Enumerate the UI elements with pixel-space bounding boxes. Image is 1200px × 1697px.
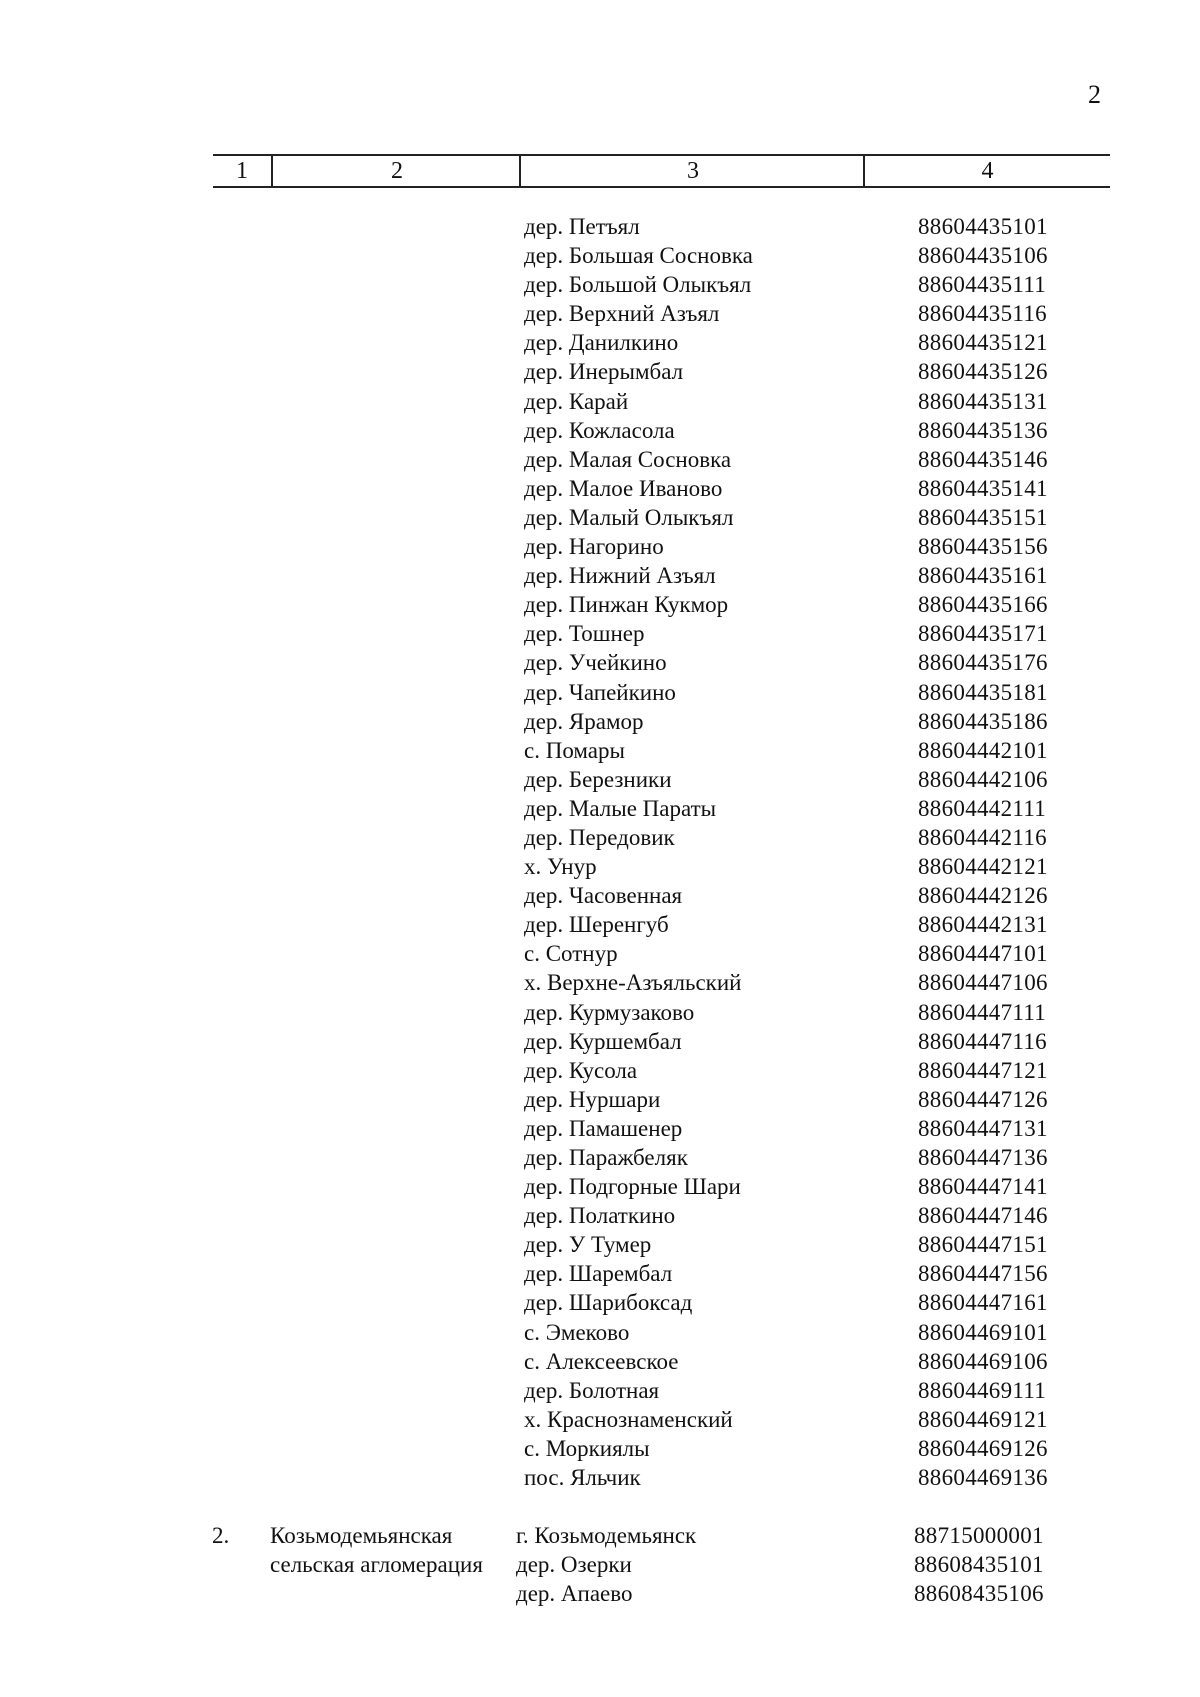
oktmo-code: 88604447111	[918, 999, 1047, 1025]
table-row	[0, 299, 1200, 328]
settlement-name: дер. Березники	[524, 766, 672, 792]
settlement-name: дер. Нижний Азъял	[524, 563, 716, 589]
oktmo-code: 88604447151	[918, 1232, 1048, 1258]
oktmo-code: 88604447141	[918, 1174, 1048, 1200]
table-row	[0, 1027, 1200, 1056]
settlement-name: с. Алексеевское	[524, 1348, 679, 1374]
settlement-name: дер. Петъял	[524, 214, 640, 239]
table-row	[0, 678, 1200, 707]
settlement-name: дер. Нуршари	[524, 1086, 661, 1112]
table-row	[0, 445, 1200, 474]
table-row	[0, 823, 1200, 852]
oktmo-code: 88604469106	[918, 1348, 1048, 1374]
table-header-col-3: 3	[519, 154, 865, 188]
oktmo-code: 88604469101	[918, 1319, 1048, 1345]
agglomeration-label-line2: сельская агломерация	[270, 1552, 483, 1577]
oktmo-code: 88604435181	[918, 679, 1048, 705]
oktmo-code: 88608435101	[914, 1552, 1044, 1577]
table-row	[0, 328, 1200, 357]
table-row	[0, 1405, 1200, 1434]
oktmo-code: 88604435111	[918, 272, 1047, 298]
oktmo-code: 88608435106	[914, 1581, 1044, 1606]
settlement-name: дер. Кусола	[524, 1057, 638, 1083]
table-row	[0, 736, 1200, 765]
oktmo-code: 88604447156	[918, 1261, 1048, 1287]
table-row	[0, 998, 1200, 1027]
settlement-name: дер. Малые Параты	[524, 795, 717, 821]
settlement-name: дер. Пинжан Кукмор	[524, 592, 729, 618]
settlement-name: дер. Большая Сосновка	[524, 243, 753, 269]
settlement-name: дер. У Тумер	[524, 1232, 652, 1258]
table-row	[0, 1550, 1200, 1579]
settlement-name: дер. Болотная	[524, 1377, 660, 1403]
oktmo-code: 88604469111	[918, 1377, 1047, 1403]
settlement-name: дер. Данилкино	[524, 330, 679, 356]
table-row	[0, 212, 1200, 241]
oktmo-code: 88604442106	[918, 766, 1048, 792]
table-row	[0, 765, 1200, 794]
table-row	[0, 1463, 1200, 1492]
settlement-name: дер. Нагорино	[524, 534, 664, 560]
settlement-name: дер. Ярамор	[524, 708, 644, 734]
oktmo-code: 88604469136	[918, 1465, 1048, 1491]
oktmo-code: 88604442101	[918, 737, 1048, 763]
settlement-name: дер. Передовик	[524, 824, 675, 850]
settlement-name: с. Сотнур	[524, 941, 618, 967]
table-row	[0, 561, 1200, 590]
oktmo-code: 88604435141	[918, 475, 1048, 501]
oktmo-code: 88604435121	[918, 330, 1048, 356]
oktmo-code: 88604442111	[918, 795, 1047, 821]
table-header-col-4: 4	[863, 154, 1110, 188]
settlement-name: дер. Учейкино	[524, 650, 667, 676]
settlement-name: дер. Чапейкино	[524, 679, 676, 705]
settlement-name: дер. Верхний Азъял	[524, 301, 720, 327]
page-number: 2	[1088, 80, 1101, 109]
table-row	[0, 1288, 1200, 1317]
oktmo-code: 88604447136	[918, 1145, 1048, 1170]
settlement-name: дер. Большой Олыкъял	[524, 272, 752, 298]
oktmo-code: 88604442131	[918, 912, 1048, 938]
oktmo-code: 88604442116	[918, 824, 1047, 850]
oktmo-code: 88604435176	[918, 650, 1048, 676]
oktmo-code: 88604435106	[918, 243, 1048, 269]
settlement-name: дер. Малое Иваново	[524, 475, 723, 501]
oktmo-code: 88604442126	[918, 883, 1048, 909]
table-row	[0, 1056, 1200, 1085]
oktmo-code: 88604435186	[918, 708, 1048, 734]
table-row	[0, 1521, 1200, 1550]
oktmo-code: 88604447121	[918, 1057, 1048, 1083]
settlement-name: дер. Курмузаково	[524, 999, 695, 1025]
table-row	[0, 881, 1200, 910]
settlement-name: дер. Часовенная	[524, 883, 683, 909]
settlement-name: дер. Малый Олыкъял	[524, 504, 734, 530]
table-row	[0, 590, 1200, 619]
table-row	[0, 1347, 1200, 1376]
table-row	[0, 1579, 1200, 1608]
oktmo-code: 88604435171	[918, 621, 1048, 647]
oktmo-code: 88604469121	[918, 1406, 1048, 1432]
settlement-name: с. Моркиялы	[524, 1435, 650, 1461]
settlement-name: дер. Куршембал	[524, 1028, 682, 1054]
table-row	[0, 968, 1200, 997]
table-row	[0, 416, 1200, 445]
oktmo-code: 88604447161	[918, 1290, 1048, 1316]
oktmo-code: 88715000001	[914, 1523, 1044, 1548]
table-header-col-1: 1	[213, 154, 271, 188]
oktmo-code: 88604435161	[918, 563, 1048, 589]
table-row	[0, 503, 1200, 532]
settlement-name: дер. Полаткино	[524, 1203, 676, 1229]
settlement-name: дер. Шеренгуб	[524, 912, 669, 938]
table-row	[0, 1318, 1200, 1347]
oktmo-code: 88604435131	[918, 388, 1048, 414]
settlement-name: дер. Апаево	[516, 1581, 633, 1606]
table-row	[0, 1434, 1200, 1463]
oktmo-code: 88604435136	[918, 417, 1048, 443]
table-row	[0, 794, 1200, 823]
table-row	[0, 910, 1200, 939]
oktmo-code: 88604447131	[918, 1115, 1048, 1141]
table-row	[0, 707, 1200, 736]
settlement-name: дер. Озерки	[516, 1552, 632, 1577]
table-row	[0, 852, 1200, 881]
settlement-name: дер. Кожласола	[524, 417, 675, 443]
section-2	[0, 1521, 1200, 1608]
oktmo-code: 88604447116	[918, 1028, 1047, 1054]
oktmo-code: 88604469126	[918, 1435, 1048, 1461]
table-row	[0, 619, 1200, 648]
table-row	[0, 387, 1200, 416]
settlement-name: дер. Шарибоксад	[524, 1290, 693, 1316]
settlement-name: дер. Памашенер	[524, 1115, 683, 1141]
oktmo-code: 88604442121	[918, 854, 1048, 880]
table-row	[0, 1259, 1200, 1288]
settlement-name: пос. Яльчик	[524, 1465, 641, 1491]
oktmo-code: 88604447106	[918, 970, 1048, 996]
table-row	[0, 1114, 1200, 1143]
table-row	[0, 1230, 1200, 1259]
oktmo-code: 88604447101	[918, 941, 1048, 967]
table-row	[0, 1201, 1200, 1230]
settlement-name: дер. Паражбеляк	[524, 1145, 688, 1170]
table-row	[0, 270, 1200, 299]
oktmo-code: 88604435156	[918, 534, 1048, 560]
settlement-name: дер. Малая Сосновка	[524, 446, 732, 472]
table-row	[0, 474, 1200, 503]
settlement-name: дер. Шарембал	[524, 1261, 673, 1287]
table-row	[0, 648, 1200, 677]
settlement-name: х. Верхне-Азъяльский	[524, 970, 742, 996]
settlement-name: дер. Тошнер	[524, 621, 645, 647]
settlement-name: дер. Подгорные Шари	[524, 1174, 741, 1200]
section-number: 2.	[212, 1523, 230, 1548]
table-header-col-2: 2	[271, 154, 521, 188]
table-row	[0, 357, 1200, 386]
settlement-name: х. Унур	[524, 854, 597, 880]
table-row	[0, 939, 1200, 968]
oktmo-code: 88604435116	[918, 301, 1047, 327]
oktmo-code: 88604447126	[918, 1086, 1048, 1112]
oktmo-code: 88604435146	[918, 446, 1048, 472]
table-row	[0, 532, 1200, 561]
settlement-name: дер. Карай	[524, 388, 629, 414]
settlement-list	[0, 212, 1200, 1492]
table-row	[0, 1172, 1200, 1201]
oktmo-code: 88604447146	[918, 1203, 1048, 1229]
table-row	[0, 1143, 1200, 1172]
settlement-name: с. Помары	[524, 737, 625, 763]
settlement-name: дер. Инерымбал	[524, 359, 684, 385]
oktmo-code: 88604435101	[918, 214, 1048, 239]
oktmo-code: 88604435166	[918, 592, 1048, 618]
agglomeration-label-line1: Козьмодемьянская	[270, 1523, 453, 1548]
settlement-name: х. Краснознаменский	[524, 1406, 733, 1432]
table-row	[0, 241, 1200, 270]
table-row	[0, 1085, 1200, 1114]
settlement-name: с. Эмеково	[524, 1319, 630, 1345]
oktmo-code: 88604435151	[918, 504, 1048, 530]
table-row	[0, 1376, 1200, 1405]
oktmo-code: 88604435126	[918, 359, 1048, 385]
settlement-name: г. Козьмодемьянск	[516, 1523, 697, 1548]
